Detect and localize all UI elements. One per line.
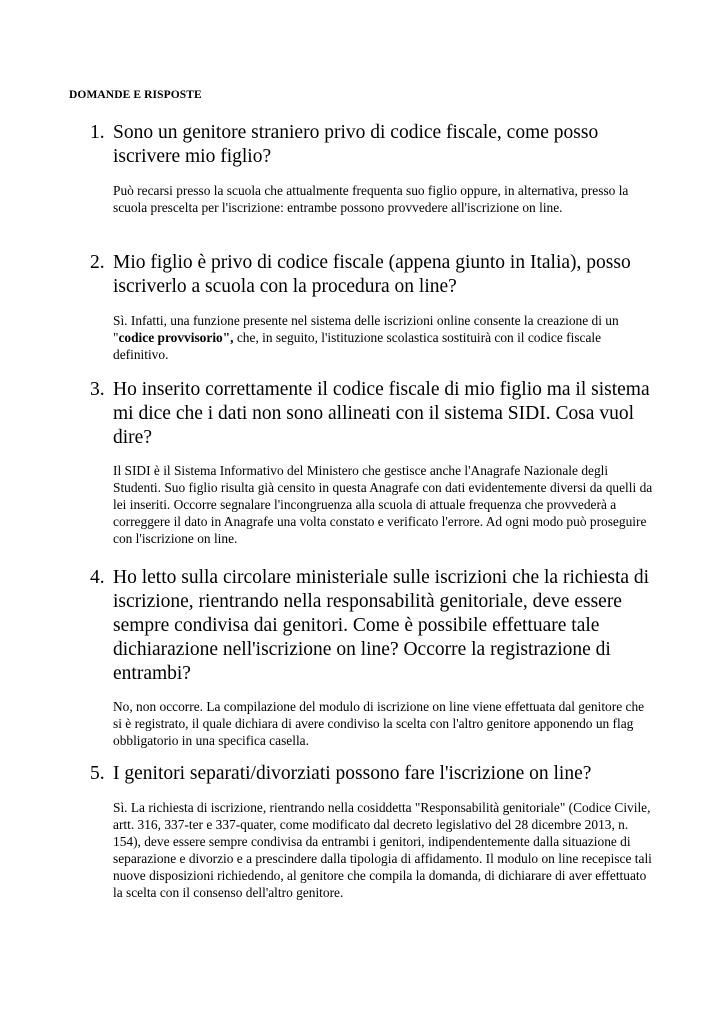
question-number: 2.	[90, 252, 105, 273]
answer-text: No, non occorre. La compilazione del modulo di iscrizione on line viene effettuata dal genitore che si è registrato, il quale dichiara di avere condiviso la scelta con l'altro genitore apponendo un flag obbligatorio in una specifica casella.	[113, 699, 645, 748]
question-row	[0, 121, 725, 169]
faq-item-1	[0, 121, 725, 216]
question-row	[0, 566, 725, 686]
answer-text: Il SIDI è il Sistema Informativo del Ministero che gestisce anche l'Anagrafe Nazionale degli Studenti. Suo figlio risulta già censito in questa Anagrafe con dati evidentemente diversi da quelli da lei inseriti. Occorre segnalare l'incongruenza alla scuola di attuale frequenza che provvederà a correggere il dato in Anagrafe una volta constato e verificato l'errore. Ad ogni modo può proseguire con l'iscrizione on line.	[113, 463, 653, 546]
answer-text-part: che, in seguito, l'istituzione scolastica sostituirà con il codice fiscale definitivo.	[113, 330, 602, 362]
question-number: 4.	[90, 567, 105, 588]
faq-item-5	[0, 762, 725, 901]
answer-text	[113, 312, 653, 363]
question-row	[0, 378, 725, 450]
faq-item-2	[0, 251, 725, 363]
question-row	[0, 251, 725, 299]
question-text: Ho letto sulla circolare ministeriale sulle iscrizioni che la richiesta di iscrizione, rientrando nella responsabilità genitoriale, deve essere sempre condivisa dai genitori. Come è possibile effettuare tale dichiarazione nell'iscrizione on line? Occorre la registrazione di entrambi?	[113, 567, 650, 684]
answer-text: Può recarsi presso la scuola che attualmente frequenta suo figlio oppure, in alternativa, presso la scuola prescelta per l'iscrizione: entrambe possono provvedere all'iscrizione on line.	[113, 183, 629, 215]
document-title: DOMANDE E RISPOSTE	[69, 89, 202, 101]
question-text: I genitori separati/divorziati possono fare l'iscrizione on line?	[113, 763, 592, 784]
question-number: 5.	[90, 763, 105, 784]
answer-text: Sì. La richiesta di iscrizione, rientrando nella cosiddetta "Responsabilità genitoriale" (Codice Civile, artt. 316, 337-ter e 337-quater, come modificato dal decreto legislativo del 28 dicembre 2013, n. 154), deve essere sempre condivisa da entrambi i genitori, indipendentemente dalla situazione di separazione e divorzio e a prescindere dalla tipologia di affidamento. Il modulo on line recepisce tali nuove disposizioni richiedendo, al genitore che compila la domanda, di dichiarare di aver effettuato la scelta con il consenso dell'altro genitore.	[113, 800, 652, 900]
answer-text-part: Sì. Infatti, una funzione presente nel sistema delle iscrizioni online consente la creazione di un "	[113, 313, 619, 345]
question-row	[0, 762, 725, 786]
question-text: Ho inserito correttamente il codice fiscale di mio figlio ma il sistema mi dice che i dati non sono allineati con il sistema SIDI. Cosa vuol dire?	[113, 379, 650, 448]
question-text: Mio figlio è privo di codice fiscale (appena giunto in Italia), posso iscriverlo a scuola con la procedura on line?	[113, 252, 631, 297]
answer-text-bold: codice provvisorio",	[118, 330, 234, 345]
question-number: 1.	[90, 122, 105, 143]
question-text: Sono un genitore straniero privo di codice fiscale, come posso iscrivere mio figlio?	[113, 122, 599, 167]
question-number: 3.	[90, 379, 105, 400]
faq-item-4	[0, 566, 725, 749]
faq-item-3	[0, 378, 725, 547]
